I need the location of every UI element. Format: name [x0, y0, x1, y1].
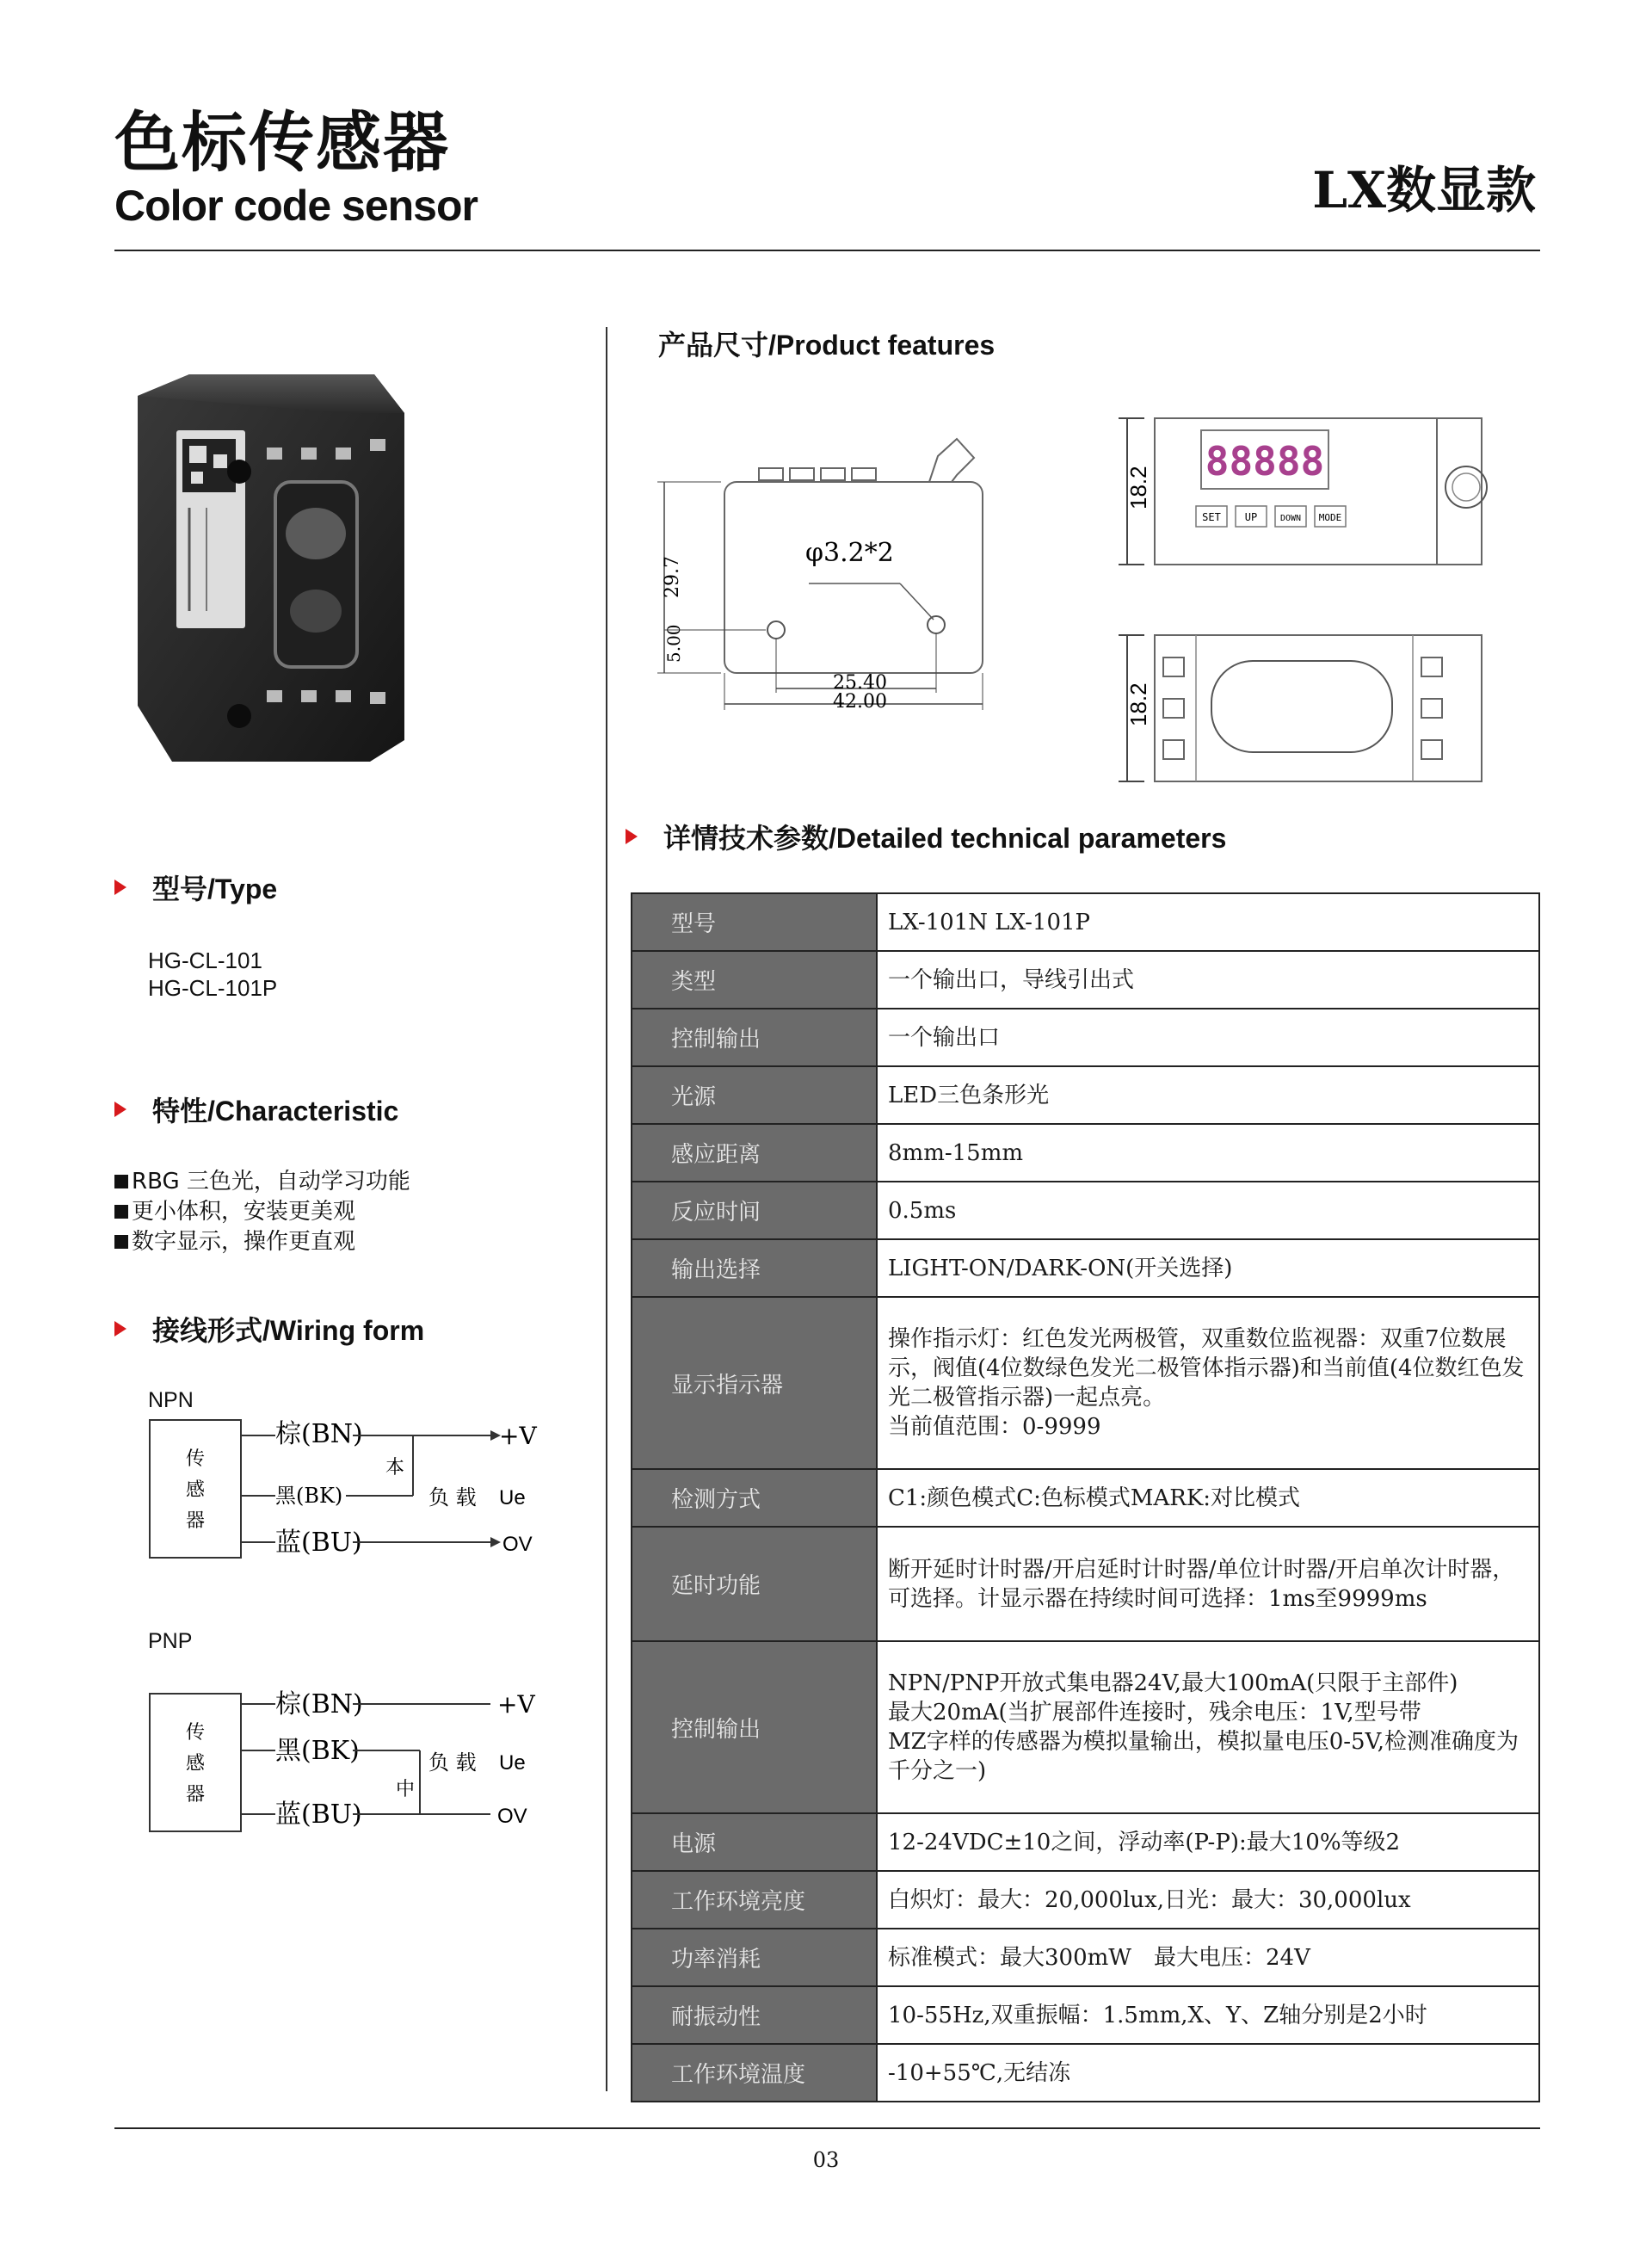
pnp-ov: OV [497, 1805, 527, 1828]
table-row [632, 1066, 1539, 1124]
npn-wire-blue: 蓝(BU) [275, 1528, 362, 1558]
spec-value: 断开延时计时器/开启延时计时器/单位计时器/开启单次计时器，可选择。计显示器在持续时间可选择：1ms至9999ms [877, 1527, 1539, 1641]
npn-wire-brown: 棕(BN) [275, 1419, 363, 1449]
table-row [632, 1009, 1539, 1066]
display-digits: 88888 [1205, 438, 1325, 485]
pnp-v-plus: +V [497, 1690, 535, 1719]
npn-ov: OV [502, 1533, 533, 1556]
npn-load-mark: 本 [385, 1457, 404, 1479]
type-item: HG-CL-101 [148, 948, 262, 973]
footer-divider [114, 2127, 1540, 2129]
bullet-square-icon [114, 1235, 128, 1249]
button-label: MODE [1318, 512, 1342, 523]
spec-table [631, 892, 1540, 2102]
bullet-triangle-icon [114, 1321, 126, 1337]
page-number: 03 [812, 2148, 840, 2172]
pnp-wire-brown: 棕(BN) [275, 1689, 363, 1719]
bullet-triangle-icon [114, 1102, 126, 1117]
npn-wiring-diagram [146, 1403, 551, 1601]
feature-item: 更小体积，安装更美观 [114, 1197, 410, 1227]
spec-key: 输出选择 [632, 1239, 877, 1297]
spec-key: 电源 [632, 1813, 877, 1871]
spec-value: 0.5ms [877, 1182, 1539, 1239]
spec-value: 12-24VDC±10之间，浮动率(P-P):最大10%等级2 [877, 1813, 1539, 1871]
hole-dimension: φ3.2*2 [805, 538, 894, 568]
pnp-box-char: 器 [185, 1784, 206, 1806]
hole-span-dimension: 25.40 [833, 672, 887, 694]
npn-ue: Ue [499, 1486, 526, 1509]
pnp-wire-blue: 蓝(BU) [275, 1800, 362, 1830]
column-divider [606, 327, 607, 2091]
spec-key: 工作环境亮度 [632, 1871, 877, 1929]
npn-v-plus: +V [499, 1422, 537, 1450]
table-row [632, 1929, 1539, 1986]
page-title-cn: 色标传感器 [114, 104, 450, 181]
bottom-view-drawing [1110, 630, 1506, 793]
characteristic-heading: 特性/Characteristic [114, 1097, 398, 1125]
spec-value: 8mm-15mm [877, 1124, 1539, 1182]
spec-value: 一个输出口，导线引出式 [877, 951, 1539, 1009]
spec-key: 工作环境温度 [632, 2044, 877, 2102]
spec-key: 显示指示器 [632, 1297, 877, 1469]
table-row [632, 1297, 1539, 1469]
depth-dimension-bottom: 18.2 [1125, 682, 1151, 726]
pnp-load: 负 载 [428, 1750, 477, 1775]
npn-box-char: 器 [185, 1510, 206, 1532]
type-heading: 型号/Type [114, 875, 277, 903]
npn-label: NPN [148, 1388, 194, 1412]
table-row [632, 893, 1539, 951]
tech-params-heading: 详情技术参数/Detailed technical parameters [626, 824, 1226, 852]
spec-value: 白炽灯：最大：20,000lux,日光：最大：30,000lux [877, 1871, 1539, 1929]
front-dimension-drawing [637, 404, 1007, 732]
table-row [632, 1469, 1539, 1527]
spec-key: 型号 [632, 893, 877, 951]
spec-value: LED三色条形光 [877, 1066, 1539, 1124]
spec-value: LIGHT-ON/DARK-ON(开关选择) [877, 1239, 1539, 1297]
spec-value: 操作指示灯：红色发光两极管，双重数位监视器：双重7位数展示，阀值(4位数绿色发光二极管体指示器)和当前值(4位数红色发光二极管指示器)一起点亮。 当前值范围：0-9999 [877, 1297, 1539, 1469]
product-size-heading: 产品尺寸/Product features [658, 330, 996, 361]
spec-key: 延时功能 [632, 1527, 877, 1641]
table-row [632, 1527, 1539, 1641]
spec-key: 功率消耗 [632, 1929, 877, 1986]
bullet-square-icon [114, 1205, 128, 1219]
bullet-triangle-icon [114, 880, 126, 895]
series-label: LX数显款 [1312, 161, 1536, 219]
spec-key: 耐振动性 [632, 1986, 877, 2044]
pnp-box-char: 传 [185, 1722, 206, 1744]
feature-list [114, 1167, 410, 1257]
depth-dimension-top: 18.2 [1125, 466, 1151, 509]
button-label: SET [1202, 511, 1221, 523]
spec-key: 感应距离 [632, 1124, 877, 1182]
spec-value: 10-55Hz,双重振幅：1.5mm,X、Y、Z轴分别是2小时 [877, 1986, 1539, 2044]
spec-key: 类型 [632, 951, 877, 1009]
type-item: HG-CL-101P [148, 975, 278, 1001]
spec-key: 控制输出 [632, 1009, 877, 1066]
pnp-ue: Ue [499, 1751, 526, 1775]
feature-item: 数字显示，操作更直观 [114, 1227, 410, 1257]
bullet-triangle-icon [626, 829, 638, 844]
bullet-square-icon [114, 1175, 128, 1188]
npn-wire-black: 黑(BK) [275, 1484, 343, 1508]
spec-value: LX-101N LX-101P [877, 893, 1539, 951]
spec-value: NPN/PNP开放式集电器24V,最大100mA(只限于主部件) 最大20mA(当扩展部件连接时，残余电压：1V,型号带 MZ字样的传感器为模拟量输出，模拟量电压0-5V,检测准确度为千分之一) [877, 1641, 1539, 1813]
spec-value: 一个输出口 [877, 1009, 1539, 1066]
table-row [632, 1182, 1539, 1239]
page-title-en: Color code sensor [114, 182, 478, 230]
feature-item: RBG 三色光，自动学习功能 [114, 1167, 410, 1197]
table-row [632, 2044, 1539, 2102]
width-dimension: 42.00 [833, 691, 887, 713]
npn-load: 负 载 [428, 1485, 477, 1509]
table-row [632, 1239, 1539, 1297]
header-divider [114, 250, 1540, 251]
table-row [632, 1641, 1539, 1813]
table-row [632, 1871, 1539, 1929]
npn-box-char: 感 [185, 1479, 206, 1501]
spec-value: -10+55℃,无结冻 [877, 2044, 1539, 2102]
pnp-load-mark: 中 [395, 1779, 415, 1800]
product-photo [112, 361, 422, 775]
top-view-drawing [1110, 413, 1506, 577]
table-row [632, 1986, 1539, 2044]
button-label: DOWN [1279, 514, 1302, 523]
table-row [632, 951, 1539, 1009]
spec-key: 光源 [632, 1066, 877, 1124]
spec-value: C1:颜色模式C:色标模式MARK:对比模式 [877, 1469, 1539, 1527]
height-dimension: 29.7 [662, 556, 683, 598]
table-row [632, 1813, 1539, 1871]
pnp-box-char: 感 [185, 1753, 206, 1775]
spec-key: 反应时间 [632, 1182, 877, 1239]
pnp-wiring-diagram [146, 1668, 551, 1866]
pnp-wire-black: 黑(BK) [275, 1736, 360, 1766]
type-list [148, 947, 277, 1002]
spec-key: 控制输出 [632, 1641, 877, 1813]
offset-dimension: 5.00 [663, 624, 684, 663]
spec-key: 检测方式 [632, 1469, 877, 1527]
spec-value: 标准模式：最大300mW 最大电压：24V [877, 1929, 1539, 1986]
table-row [632, 1124, 1539, 1182]
button-label: UP [1244, 511, 1258, 523]
pnp-label: PNP [148, 1629, 193, 1653]
wiring-heading: 接线形式/Wiring form [114, 1317, 424, 1344]
npn-box-char: 传 [185, 1448, 206, 1470]
